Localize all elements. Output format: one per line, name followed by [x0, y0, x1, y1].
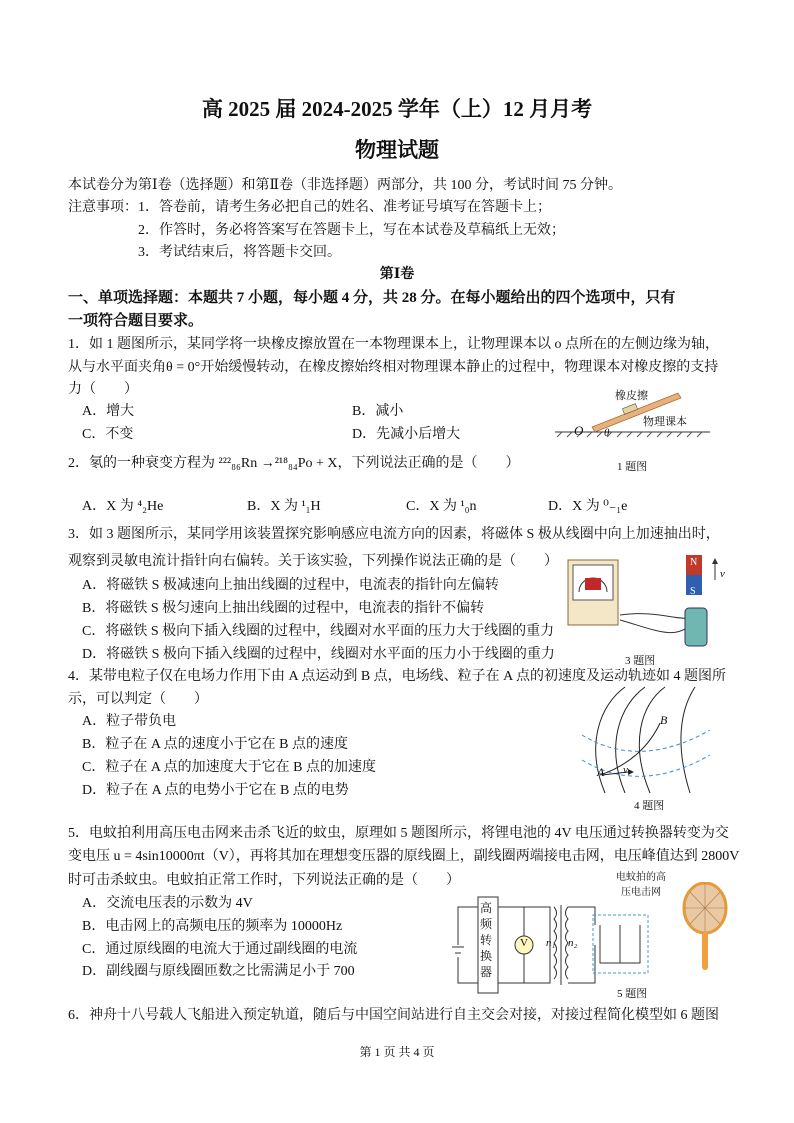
q5-stem-3: 时可击杀蚊虫。电蚊拍正常工作时，下列说法正确的是（ ） — [68, 873, 460, 888]
fig4-a-label: A — [597, 765, 605, 779]
fig1-eraser-label: 橡皮擦 — [615, 390, 648, 402]
section-heading: 一、单项选择题：本题共 7 小题，每小题 4 分，共 28 分。在每小题给出的四个选项中，只有 — [68, 290, 676, 306]
q1-option-a: A．增大 — [82, 404, 135, 419]
q2-option-a: A．X 为 ⁴₂He — [82, 499, 164, 514]
fig5-n1-label: n₁ — [546, 937, 556, 949]
notice-3: 3．考试结束后，将答题卡交回。 — [138, 245, 341, 260]
fig1-caption: 1 题图 — [617, 461, 648, 473]
q4-stem: 4．某带电粒子仅在电场力作用下由 A 点运动到 B 点，电场线、粒子在 A 点的初速度及运动轨迹如 4 题图所 — [68, 669, 727, 684]
q5-option-c: C．通过原线圈的电流大于通过副线圈的电流 — [82, 942, 358, 957]
q5-option-d: D．副线圈与原线圈匝数之比需满足小于 700 — [82, 964, 355, 979]
q5-option-a: A．交流电压表的示数为 4V — [82, 896, 253, 911]
fig3-v-label: v — [720, 568, 725, 580]
q1-stem: 1．如 1 题图所示，某同学将一块橡皮擦放置在一本物理课本上，让物理课本以 o 点所在的左侧边缘为轴， — [68, 337, 719, 352]
figure-3 — [565, 550, 735, 650]
q3-option-d: D．将磁铁 S 极向下插入线圈的过程中，线圈对水平面的压力小于线圈的重力 — [82, 647, 555, 662]
fig4-caption: 4 题图 — [634, 800, 665, 812]
q2-option-b: B．X 为 ¹₁H — [247, 499, 321, 514]
q3-stem-2: 观察到灵敏电流计指针向右偏转。关于该实验，下列操作说法正确的是（ ） — [68, 554, 558, 569]
q6-stem: 6．神舟十八号载人飞船进入预定轨道，随后与中国空间站进行自主交会对接，对接过程简化模型如 6 题图 — [68, 1008, 719, 1023]
q4-stem-2: 示，可以判定（ ） — [68, 692, 208, 707]
fig5-net-label: 电蚊拍的高压电击网 — [616, 872, 666, 898]
q2-option-d: D．X 为 ⁰₋₁e — [548, 499, 628, 514]
q4-option-c: C．粒子在 A 点的加速度大于它在 B 点的加速度 — [82, 760, 377, 775]
exam-title: 高 2025 届 2024-2025 学年（上）12 月月考 — [201, 97, 593, 121]
q1-option-d: D．先减小后增大 — [352, 427, 461, 442]
q2-option-c: C．X 为 ¹₀n — [406, 499, 477, 514]
fig4-v-label: v — [623, 764, 628, 776]
fig3-n-label: N — [690, 557, 698, 568]
fig4-b-label: B — [660, 713, 668, 727]
q1-stem-3: 力（ ） — [68, 382, 138, 397]
q5-stem: 5．电蚊拍利用高压电击网来击杀飞近的蚊虫，原理如 5 题图所示，将锂电池的 4V 电压通过转换器转变为交 — [68, 826, 729, 841]
q1-option-b: B．减小 — [352, 404, 404, 419]
fig5-voltmeter-label: V — [520, 937, 528, 949]
q5-option-b: B．电击网上的高频电压的频率为 10000Hz — [82, 919, 343, 934]
mosquito-swatter-image — [680, 882, 730, 972]
q1-stem-2: 从与水平面夹角θ = 0°开始缓慢转动，在橡皮擦始终相对物理课本静止的过程中，物理课本对橡皮擦的支持 — [68, 360, 719, 375]
q4-option-d: D．粒子在 A 点的电势小于它在 B 点的电势 — [82, 783, 349, 798]
q4-option-b: B．粒子在 A 点的速度小于它在 B 点的速度 — [82, 737, 349, 752]
q2-stem: 2．氡的一种衰变方程为 ²²²₈₆Rn →²¹⁸₈₄Po + X，下列说法正确的是（ ） — [68, 456, 520, 471]
subject-title: 物理试题 — [355, 138, 439, 162]
fig3-s-label: S — [690, 586, 696, 597]
page-footer: 第 1 页 共 4 页 — [359, 1045, 435, 1059]
q3-option-b: B．将磁铁 S 极匀速向上抽出线圈的过程中，电流表的指针不偏转 — [82, 601, 485, 616]
fig1-theta-label: θ — [604, 427, 610, 439]
intro-line: 本试卷分为第Ⅰ卷（选择题）和第Ⅱ卷（非选择题）两部分，共 100 分，考试时间 75 分钟。 — [68, 178, 623, 193]
q3-stem: 3．如 3 题图所示，某同学用该装置探究影响感应电流方向的因素，将磁体 S 极从线圈中向上加速抽出时， — [68, 527, 720, 542]
q4-option-a: A．粒子带负电 — [82, 714, 177, 729]
fig3-caption: 3 题图 — [625, 655, 656, 667]
fig5-caption: 5 题图 — [617, 988, 648, 1000]
q5-stem-2: 变电压 u = 4sin10000πt（V），再将其加在理想变压器的原线圈上，副线圈两端接电击网，电压峰值达到 2800V — [68, 849, 740, 864]
q3-option-a: A．将磁铁 S 极减速向上抽出线圈的过程中，电流表的指针向左偏转 — [82, 578, 499, 593]
section-heading-2: 一项符合题目要求。 — [68, 313, 204, 329]
part-title: 第Ⅰ卷 — [379, 267, 415, 282]
notice-2: 2．作答时，务必将答案写在答题卡上，写在本试卷及草稿纸上无效； — [138, 223, 565, 238]
fig1-o-label: O — [574, 423, 584, 438]
q3-option-c: C．将磁铁 S 极向下插入线圈的过程中，线圈对水平面的压力大于线圈的重力 — [82, 624, 555, 639]
fig1-book-label: 物理课本 — [643, 416, 687, 428]
q1-option-c: C．不变 — [82, 427, 134, 442]
notice-1: 注意事项：1．答卷前，请考生务必把自己的姓名、准考证号填写在答题卡上； — [68, 200, 551, 215]
fig5-converter-label: 高频转换器 — [480, 901, 493, 979]
fig5-n2-label: n₂ — [568, 937, 578, 949]
